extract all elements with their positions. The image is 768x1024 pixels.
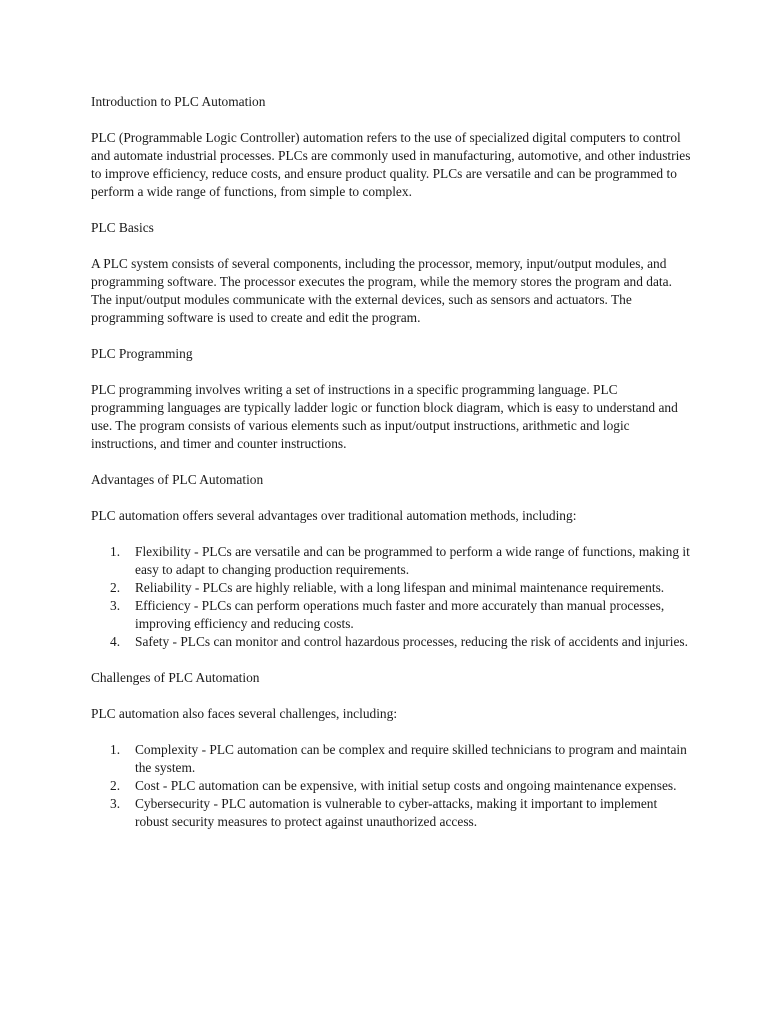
- list-item: [91, 579, 691, 597]
- list-item-number: 3.: [110, 598, 121, 613]
- list-item-text: Flexibility - PLCs are versatile and can be programmed to perform a wide range of functions, making it easy to adapt to changing production requirements.: [135, 544, 690, 577]
- document-page: [91, 93, 691, 849]
- list-item: [91, 543, 691, 579]
- advantages-heading: Advantages of PLC Automation: [91, 472, 264, 487]
- list-item: [91, 795, 691, 831]
- list-item-text: Efficiency - PLCs can perform operations much faster and more accurately than manual processes, improving efficiency and reducing costs.: [135, 598, 665, 631]
- programming-heading: PLC Programming: [91, 346, 193, 361]
- challenges-heading: Challenges of PLC Automation: [91, 670, 260, 685]
- list-item: [91, 633, 691, 651]
- list-item-text: Complexity - PLC automation can be complex and require skilled technicians to program and maintain the system.: [135, 742, 687, 775]
- challenges-intro: PLC automation also faces several challenges, including:: [91, 706, 398, 721]
- basics-paragraph: A PLC system consists of several components, including the processor, memory, input/output modules, and programming software. The processor executes the program, while the memory stores the program and data. The input/output modules communicate with the external devices, such as sensors and actuators. The programming software is used to create and edit the program.: [91, 256, 672, 325]
- intro-paragraph: PLC (Programmable Logic Controller) automation refers to the use of specialized digital computers to control and automate industrial processes. PLCs are commonly used in manufacturing, automotive, and other industries to improve efficiency, reduce costs, and ensure product quality. PLCs are versatile and can be programmed to perform a wide range of functions, from simple to complex.: [91, 130, 691, 199]
- basics-heading: PLC Basics: [91, 220, 154, 235]
- list-item-text: Reliability - PLCs are highly reliable, with a long lifespan and minimal maintenance requirements.: [135, 580, 665, 595]
- challenges-list: [91, 741, 691, 831]
- list-item: [91, 777, 691, 795]
- list-item-number: 2.: [110, 580, 121, 595]
- list-item-text: Cybersecurity - PLC automation is vulnerable to cyber-attacks, making it important to implement robust security measures to protect against unauthorized access.: [135, 796, 658, 829]
- programming-paragraph: PLC programming involves writing a set of instructions in a specific programming language. PLC programming languages are typically ladder logic or function block diagram, which is easy to understand and use. The program consists of various elements such as input/output instructions, arithmetic and logic instructions, and timer and counter instructions.: [91, 382, 678, 451]
- list-item-number: 3.: [110, 796, 121, 811]
- list-item-number: 1.: [110, 544, 121, 559]
- list-item: [91, 741, 691, 777]
- intro-heading: Introduction to PLC Automation: [91, 94, 266, 109]
- list-item-text: Cost - PLC automation can be expensive, with initial setup costs and ongoing maintenance expenses.: [135, 778, 677, 793]
- list-item-number: 2.: [110, 778, 121, 793]
- advantages-list: [91, 543, 691, 651]
- advantages-intro: PLC automation offers several advantages over traditional automation methods, including:: [91, 508, 577, 523]
- list-item-text: Safety - PLCs can monitor and control hazardous processes, reducing the risk of accidents and injuries.: [135, 634, 688, 649]
- list-item-number: 1.: [110, 742, 121, 757]
- list-item-number: 4.: [110, 634, 121, 649]
- list-item: [91, 597, 691, 633]
